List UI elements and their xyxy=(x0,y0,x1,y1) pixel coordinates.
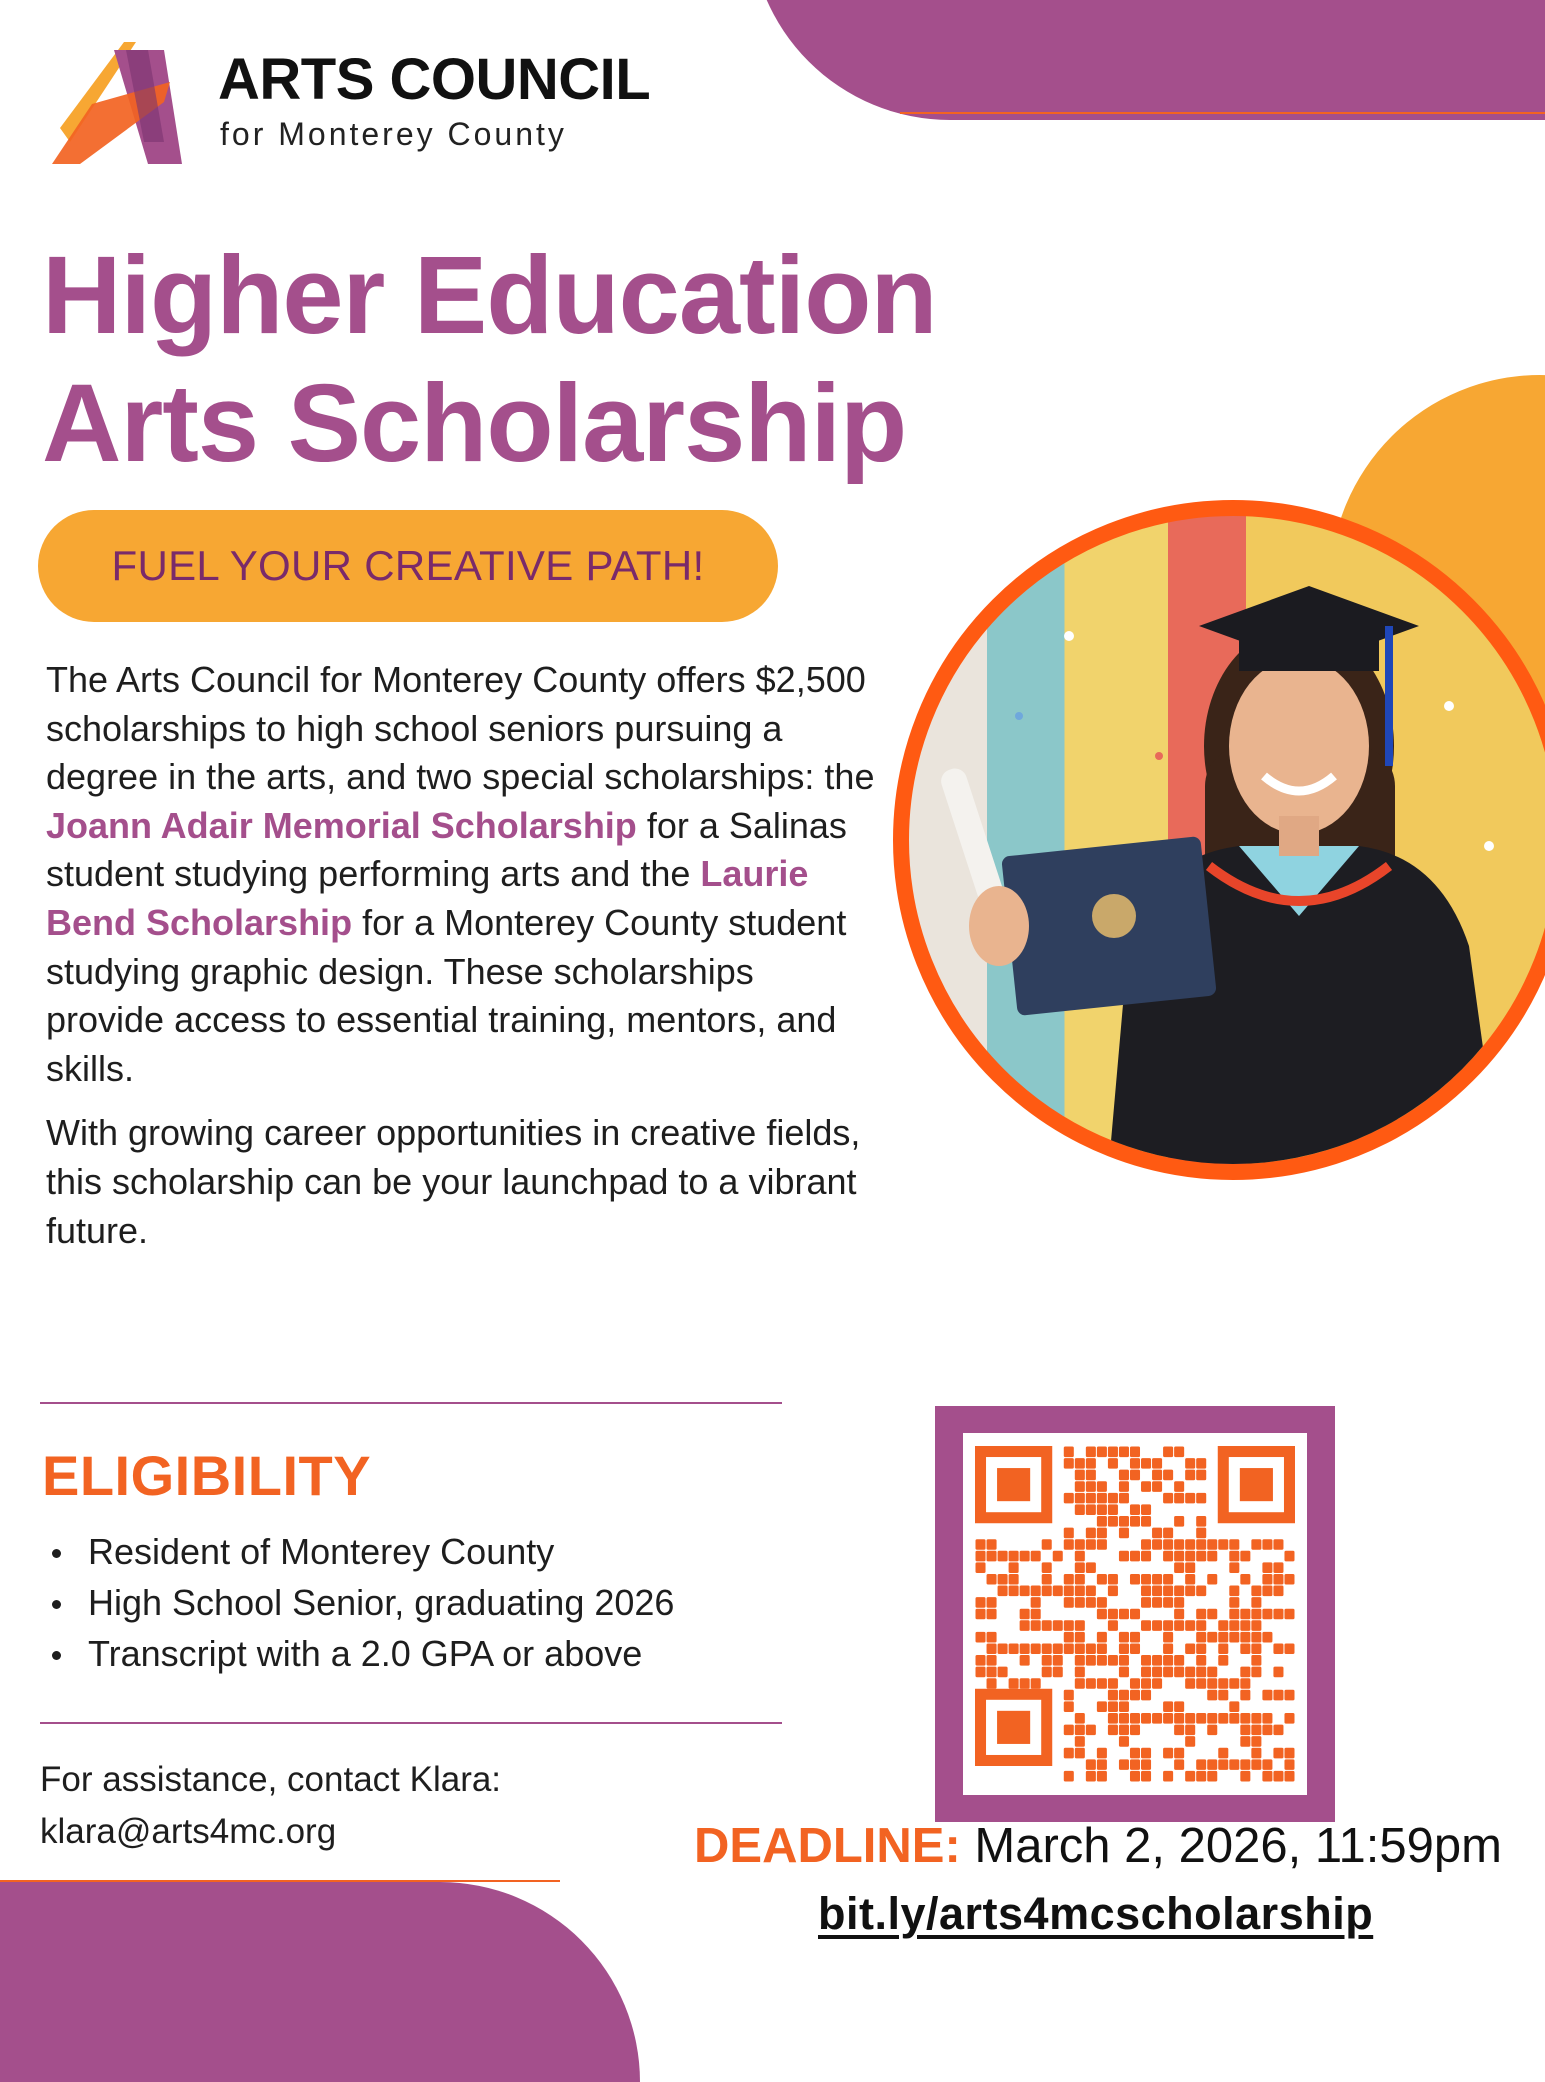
laurie-bend-scholarship-name: Laurie Bend Scholarship xyxy=(46,853,809,943)
title-line-1: Higher Education xyxy=(42,234,937,357)
graduate-photo xyxy=(893,500,1545,1180)
p1-part-c: for a Monterey County student studying graphic design. These scholarships provide access to essential training, mentors, and skills. xyxy=(46,901,847,1089)
description-paragraph-1 xyxy=(46,656,876,1093)
decorative-corner-bottom-left xyxy=(0,1882,640,2082)
description-paragraph-2: With growing career opportunities in creative fields, this scholarship can be your launchpad to a vibrant future. xyxy=(46,1112,861,1251)
decorative-corner-top-right xyxy=(750,0,1545,120)
eligibility-list xyxy=(44,1526,674,1679)
eligibility-item: High School Senior, graduating 2026 xyxy=(44,1577,674,1628)
eligibility-heading: ELIGIBILITY xyxy=(42,1444,372,1507)
joann-adair-scholarship-name: Joann Adair Memorial Scholarship xyxy=(46,804,637,846)
deadline-value: March 2, 2026, 11:59pm xyxy=(960,1819,1502,1873)
description xyxy=(46,656,876,1271)
p1-part-b: for a Salinas student studying performing arts and the xyxy=(46,804,847,895)
arts-council-logo-icon xyxy=(52,42,188,164)
deadline xyxy=(694,1818,1502,1874)
eligibility-item: Resident of Monterey County xyxy=(44,1526,674,1577)
org-name: ARTS COUNCIL xyxy=(218,47,651,112)
divider-bottom xyxy=(40,1722,782,1724)
decorative-line-top xyxy=(900,112,1545,114)
graduate-illustration xyxy=(909,516,1545,1164)
contact-info xyxy=(40,1754,501,1858)
contact-line: For assistance, contact Klara: xyxy=(40,1760,502,1799)
p1-part-a: The Arts Council for Monterey County offers $2,500 scholarships to high school seniors pursuing a degree in the arts, and two special scholarships: the xyxy=(46,659,875,798)
divider-top xyxy=(40,1402,782,1404)
title-line-2: Arts Scholarship xyxy=(42,362,907,485)
page-title xyxy=(42,232,937,488)
deadline-label: DEADLINE: xyxy=(694,1819,961,1873)
decorative-line-bottom xyxy=(0,1880,560,1882)
tagline-pill xyxy=(38,510,778,622)
eligibility-item: Transcript with a 2.0 GPA or above xyxy=(44,1628,674,1679)
org-subtitle: for Monterey County xyxy=(220,116,567,152)
contact-email[interactable]: klara@arts4mc.org xyxy=(40,1812,337,1851)
scholarship-link[interactable]: bit.ly/arts4mcscholarship xyxy=(818,1888,1374,1939)
tagline-text: FUEL YOUR CREATIVE PATH! xyxy=(111,542,705,589)
qr-code-icon[interactable] xyxy=(975,1446,1295,1782)
